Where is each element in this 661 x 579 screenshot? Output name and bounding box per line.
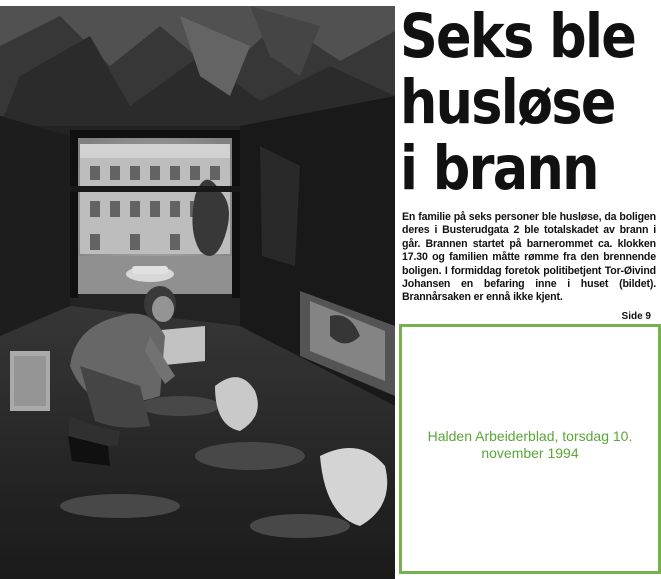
headline	[400, 1, 636, 204]
headline-line-1: Seks ble	[400, 1, 636, 72]
caption-text: Halden Arbeiderblad, torsdag 10. november 1994	[427, 428, 633, 461]
headline-line-3: i brann	[400, 133, 598, 204]
article-body: En familie på seks personer ble husløse, da boligen deres i Busterudgata 2 ble totalskadet av brann i går. Brannen startet på barnerommet ca. klokken 17.30 og familien måtte rømme fra den brennende boligen. I formiddag foretok politibetjent Tor-Øivind Johansen en befaring inne i huset (bildet). Brannårsaken er ennå ikke kjent.	[402, 211, 656, 304]
burned-room-photo	[0, 6, 395, 579]
news-photo-burned-room	[0, 6, 395, 579]
caption-box	[399, 324, 661, 574]
page-reference: Side 9	[621, 311, 651, 322]
headline-line-2: husløse	[400, 67, 615, 138]
